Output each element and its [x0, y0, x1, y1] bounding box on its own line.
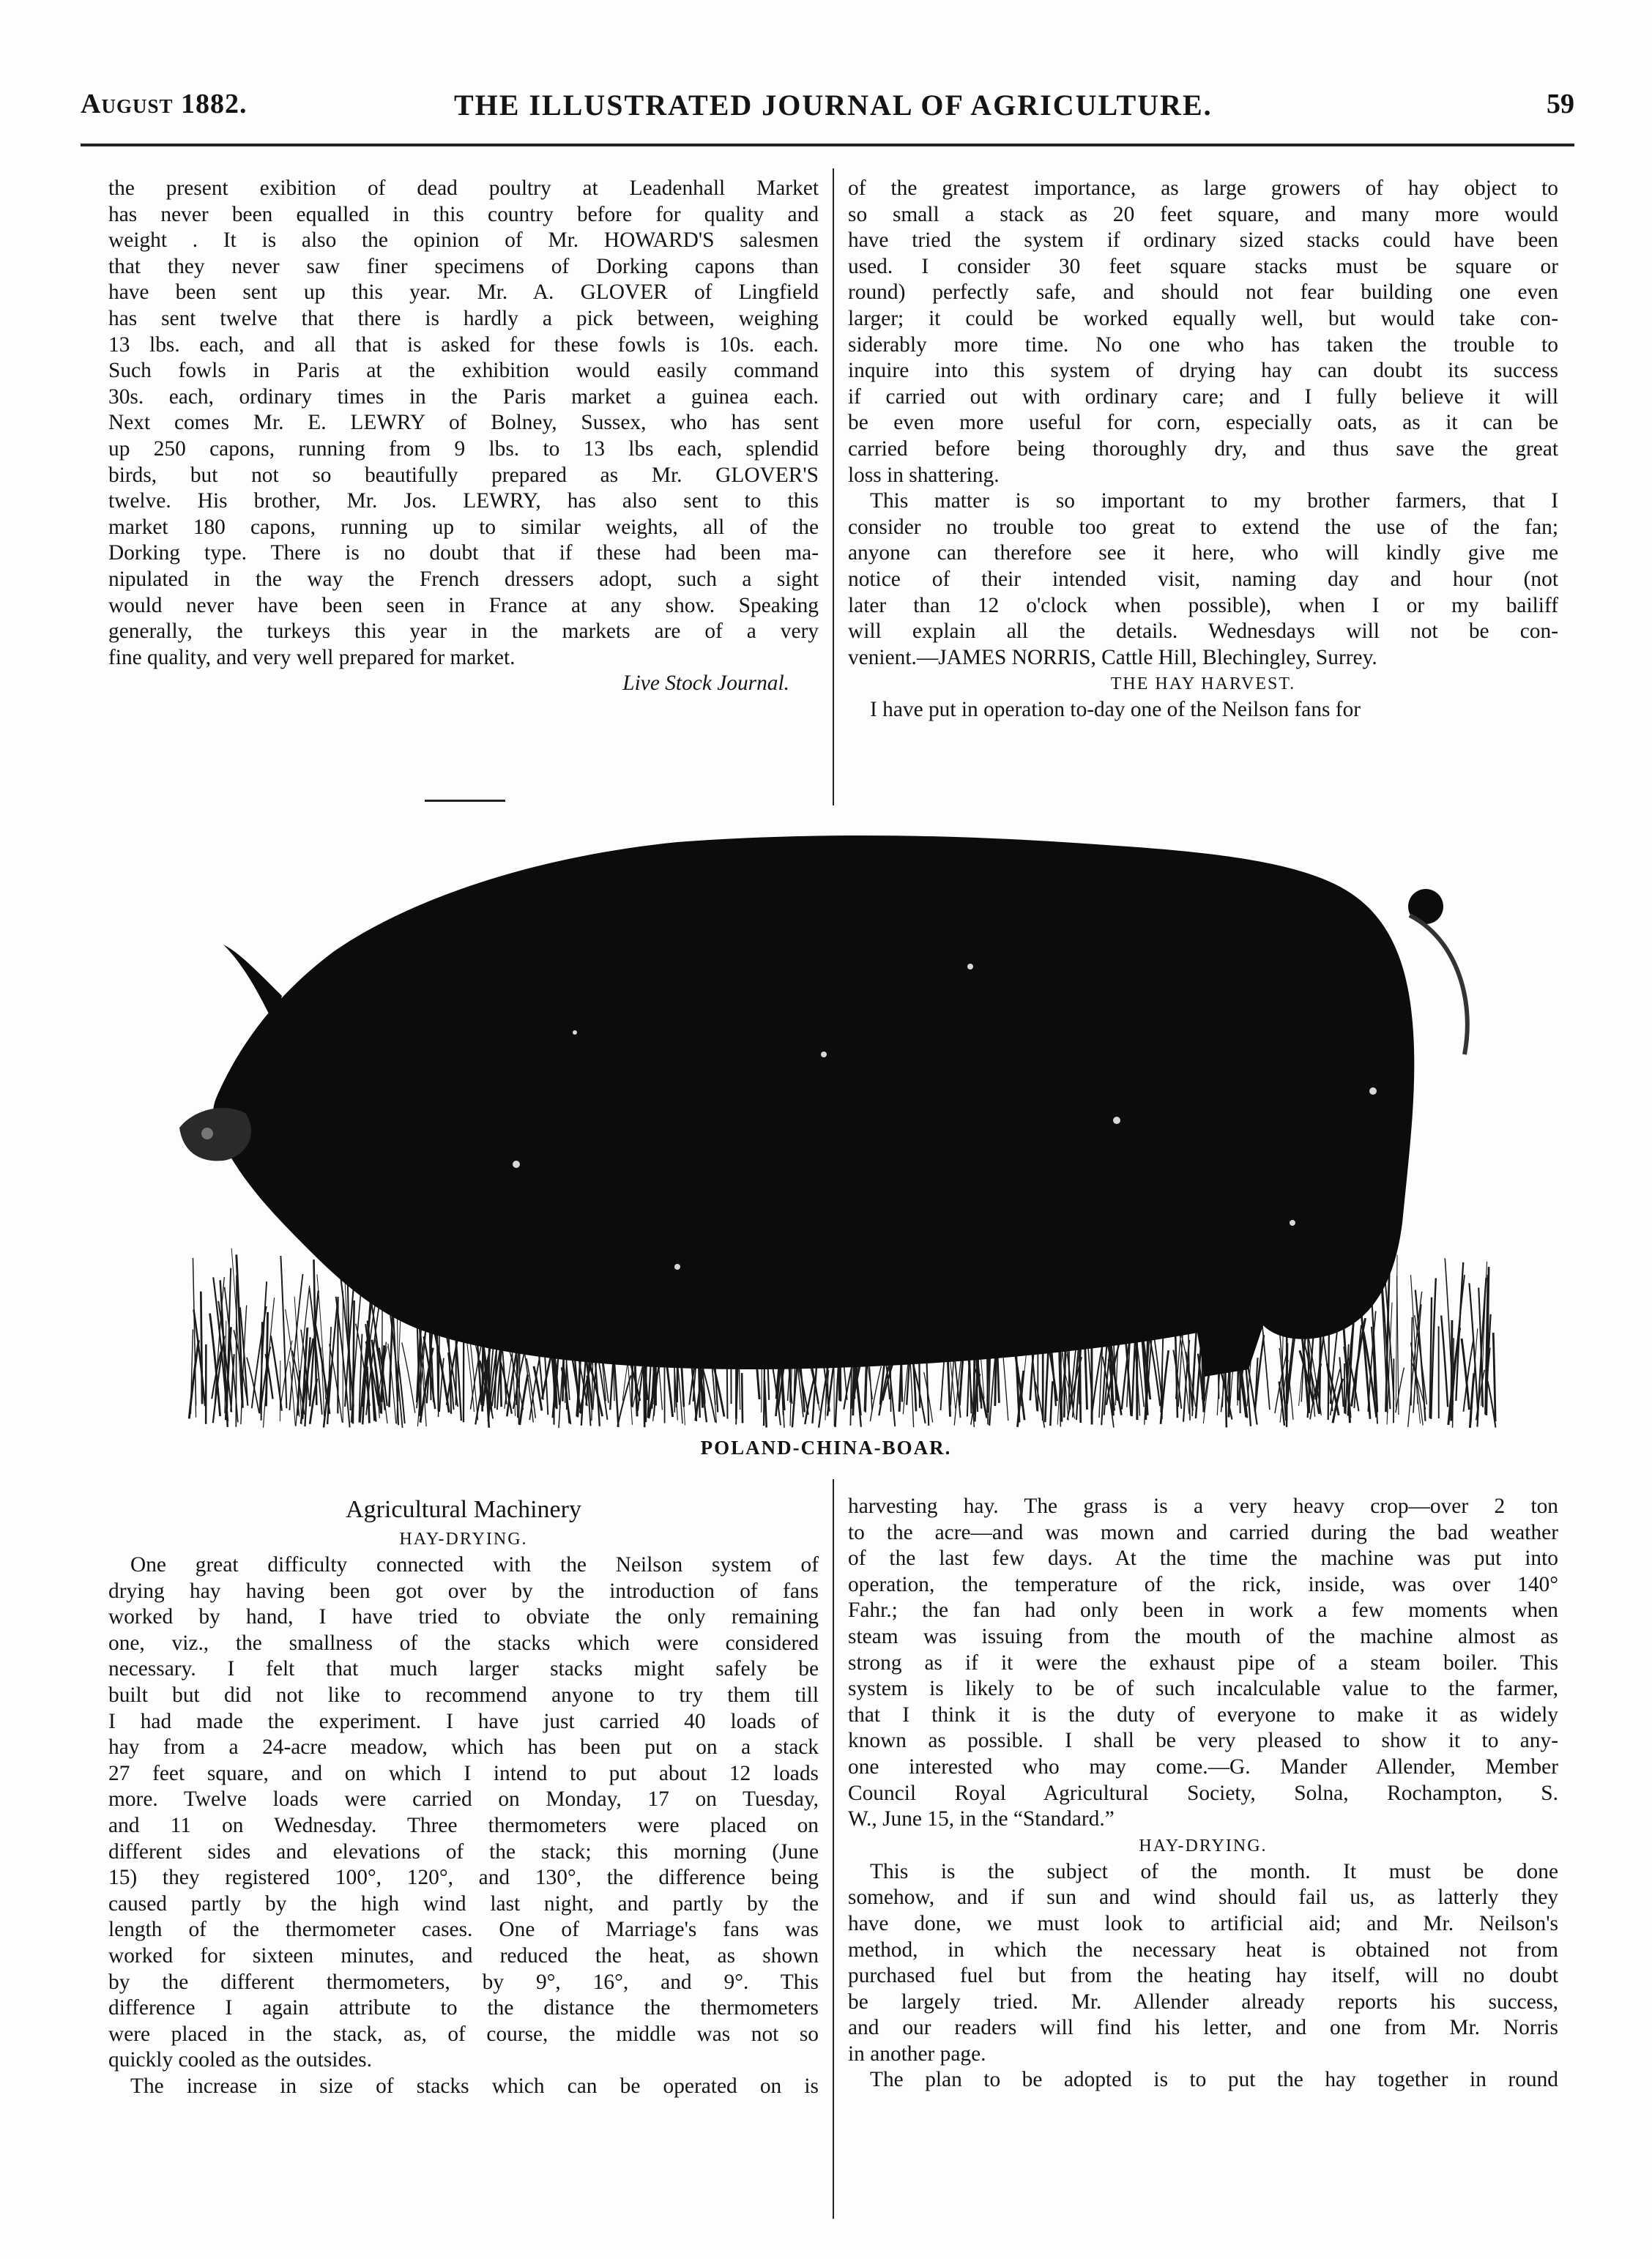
text-line: generally, the turkeys this year in the markets are of a very: [108, 619, 819, 644]
text-line: Fahr.; the fan had only been in work a few moments when: [848, 1599, 1558, 1623]
text-line: worked for sixteen minutes, and reduced the heat, as shown: [108, 1943, 819, 1968]
text-line: used. I consider 30 feet square stacks must be square or: [848, 254, 1558, 278]
header-rule: [81, 144, 1574, 146]
text-line: loss in shattering.: [848, 463, 1000, 487]
header-date: August 1882.: [81, 89, 248, 119]
text-line: round) perfectly safe, and should not fear building one even: [848, 280, 1558, 305]
text-line: later than 12 o'clock when possible), when I or my bailiff: [848, 593, 1558, 617]
text-line: This is the subject of the month. It must be done: [870, 1859, 1558, 1883]
text-line: Council Royal Agricultural Society, Solna, Rochampton, S.: [848, 1781, 1558, 1805]
text-line: have tried the system if ordinary sized stacks could have been: [848, 228, 1558, 253]
page-number: 59: [1547, 89, 1574, 119]
boar-nostril: [201, 1128, 213, 1139]
text-line: weight . It is also the opinion of Mr. HOWARD'S salesmen: [108, 228, 819, 253]
text-line: one interested who may come.—G. Mander Allender, Member: [848, 1754, 1558, 1779]
text-line: harvesting hay. The grass is a very heavy crop—over 2 ton: [848, 1495, 1558, 1518]
text-line: caused partly by the high wind last night, and partly by the: [108, 1891, 819, 1916]
text-line: built but did not like to recommend anyone to try them till: [108, 1683, 819, 1707]
text-line: would never have been seen in France at any show. Speaking: [108, 593, 819, 617]
text-line: birds, but not so beautifully prepared as Mr. GLOVER'S: [108, 463, 819, 487]
text-line: drying hay having been got over by the introduction of fans: [108, 1579, 819, 1603]
text-line: operation, the temperature of the rick, inside, was over 140°: [848, 1572, 1558, 1596]
text-line: purchased fuel but from the heating hay itself, will no doubt: [848, 1964, 1558, 1988]
text-line: has sent twelve that there is hardly a pick between, weighing: [108, 306, 819, 330]
text-line: more. Twelve loads were carried on Monday, 17 on Tuesday,: [108, 1787, 819, 1812]
hay-harvest-subheading: THE HAY HARVEST.: [1110, 674, 1296, 694]
text-line: different sides and elevations of the stack; this morning (June: [108, 1839, 819, 1864]
text-line: I have put in operation to-day one of the Neilson fans for: [870, 698, 1361, 722]
text-line: so small a stack as 20 feet square, and many more would: [848, 202, 1558, 226]
text-line: that they never saw finer specimens of Dorking capons than: [108, 254, 819, 278]
text-line: if carried out with ordinary care; and I fully believe it will: [848, 384, 1558, 409]
column-divider-bottom: [833, 1479, 834, 2219]
text-line: inquire into this system of drying hay can doubt its success: [848, 359, 1558, 383]
bottom-right-column: [848, 1494, 1558, 2094]
hay-drying-subheading: HAY-DRYING.: [399, 1530, 528, 1549]
text-line: 30s. each, ordinary times in the Paris market a guinea each.: [108, 384, 819, 409]
text-line: steam was issuing from the mouth of the machine almost as: [848, 1624, 1558, 1648]
boar-body: [213, 836, 1414, 1377]
text-line: quickly cooled as the outsides.: [108, 2048, 372, 2072]
attribution: Live Stock Journal.: [622, 671, 789, 696]
text-line: strong as if it were the exhaust pipe of a steam boiler. This: [848, 1650, 1558, 1675]
text-line: difference I again attribute to the distance the thermometers: [108, 1996, 819, 2020]
text-line: Dorking type. There is no doubt that if these had been ma-: [108, 541, 819, 565]
text-line: worked by hand, I have tried to obviate the only remaining: [108, 1605, 819, 1629]
text-line: 27 feet square, and on which I intend to put about 12 loads: [108, 1761, 819, 1785]
text-line: The plan to be adopted is to put the hay together in round: [870, 2068, 1558, 2092]
text-line: one, viz., the smallness of the stacks which were considered: [108, 1631, 819, 1655]
text-line: system is likely to be of such incalculable value to the farmer,: [848, 1677, 1558, 1701]
text-line: carried before being thoroughly dry, and thus save the great: [848, 436, 1558, 461]
text-line: in another page.: [848, 2042, 986, 2066]
text-line: notice of their intended visit, naming day and hour (not: [848, 567, 1558, 591]
column-divider-top: [833, 168, 834, 805]
text-line: 13 lbs. each, and all that is asked for these fowls is 10s. each.: [108, 332, 819, 357]
text-line: known as possible. I shall be very pleased to show it to any-: [848, 1729, 1558, 1753]
hay-drying-subheading-2: HAY-DRYING.: [1139, 1836, 1268, 1856]
text-line: length of the thermometer cases. One of Marriage's fans was: [108, 1918, 819, 1942]
text-line: fine quality, and very well prepared for market.: [108, 645, 516, 669]
text-line: have done, we must look to artificial aid; and Mr. Neilson's: [848, 1911, 1558, 1935]
running-header: [81, 88, 1574, 132]
text-line: I had made the experiment. I have just carried 40 loads of: [108, 1709, 819, 1733]
text-line: nipulated in the way the French dressers adopt, such a sight: [108, 567, 819, 591]
poland-china-boar-illustration: [165, 813, 1516, 1450]
text-line: by the different thermometers, by 9°, 16°, and 9°. This: [108, 1970, 819, 1994]
journal-title: THE ILLUSTRATED JOURNAL OF AGRICULTURE.: [454, 89, 1213, 122]
text-line: were placed in the stack, as, of course, the middle was not so: [108, 2022, 819, 2046]
text-line: and 11 on Wednesday. Three thermometers were placed on: [108, 1813, 819, 1837]
text-line: W., June 15, in the “Standard.”: [848, 1807, 1115, 1831]
text-line: consider no trouble too great to extend the use of the fan;: [848, 515, 1558, 539]
text-line: the present exibition of dead poultry at Leadenhall Market: [108, 176, 819, 200]
text-line: to the acre—and was mown and carried during the bad weather: [848, 1520, 1558, 1544]
text-line: be even more useful for corn, especially oats, as it can be: [848, 411, 1558, 435]
figure-caption: POLAND-CHINA-BOAR.: [700, 1437, 952, 1459]
text-line: One great difficulty connected with the Neilson system of: [130, 1553, 819, 1577]
article-end-rule: [425, 800, 505, 802]
text-line: up 250 capons, running from 9 lbs. to 13 lbs each, splendid: [108, 436, 819, 461]
text-line: This matter is so important to my brother farmers, that I: [870, 489, 1558, 513]
boar-tail: [1410, 915, 1467, 1054]
text-line: of the last few days. At the time the machine was put into: [848, 1547, 1558, 1571]
text-line: The increase in size of stacks which can be operated on is: [130, 2074, 819, 2098]
text-line: market 180 capons, running up to similar weights, all of the: [108, 515, 819, 539]
text-line: siderably more time. No one who has taken the trouble to: [848, 332, 1558, 357]
boar-snout: [179, 1108, 251, 1161]
text-line: be largely tried. Mr. Allender already reports his success,: [848, 1990, 1558, 2014]
text-line: venient.—JAMES NORRIS, Cattle Hill, Blechingley, Surrey.: [848, 645, 1377, 669]
text-line: and our readers will find his letter, and one from Mr. Norris: [848, 2016, 1558, 2040]
text-line: necessary. I felt that much larger stacks might safely be: [108, 1657, 819, 1681]
text-line: 15) they registered 100°, 120°, and 130°, the difference being: [108, 1866, 819, 1890]
text-line: Such fowls in Paris at the exhibition would easily command: [108, 359, 819, 383]
text-line: larger; it could be worked equally well, but would take con-: [848, 306, 1558, 330]
text-line: have been sent up this year. Mr. A. GLOVER of Lingfield: [108, 280, 819, 305]
text-line: anyone can therefore see it here, who will kindly give me: [848, 541, 1558, 565]
text-line: that I think it is the duty of everyone to make it as widely: [848, 1702, 1558, 1727]
text-line: has never been equalled in this country before for quality and: [108, 202, 819, 226]
text-line: will explain all the details. Wednesdays will not be con-: [848, 619, 1558, 644]
top-left-column: [108, 176, 819, 697]
text-line: somehow, and if sun and wind should fail us, as latterly they: [848, 1886, 1558, 1910]
section-heading: Agricultural Machinery: [346, 1496, 581, 1523]
bottom-left-column: [108, 1494, 819, 2099]
text-line: method, in which the necessary heat is obtained not from: [848, 1938, 1558, 1962]
boar-ear: [223, 945, 282, 1025]
text-line: of the greatest importance, as large growers of hay object to: [848, 176, 1558, 200]
text-line: Next comes Mr. E. LEWRY of Bolney, Sussex, who has sent: [108, 411, 819, 435]
top-right-column: [848, 176, 1558, 723]
text-line: twelve. His brother, Mr. Jos. LEWRY, has also sent to this: [108, 489, 819, 513]
text-line: hay from a 24-acre meadow, which has been put on a stack: [108, 1735, 819, 1760]
